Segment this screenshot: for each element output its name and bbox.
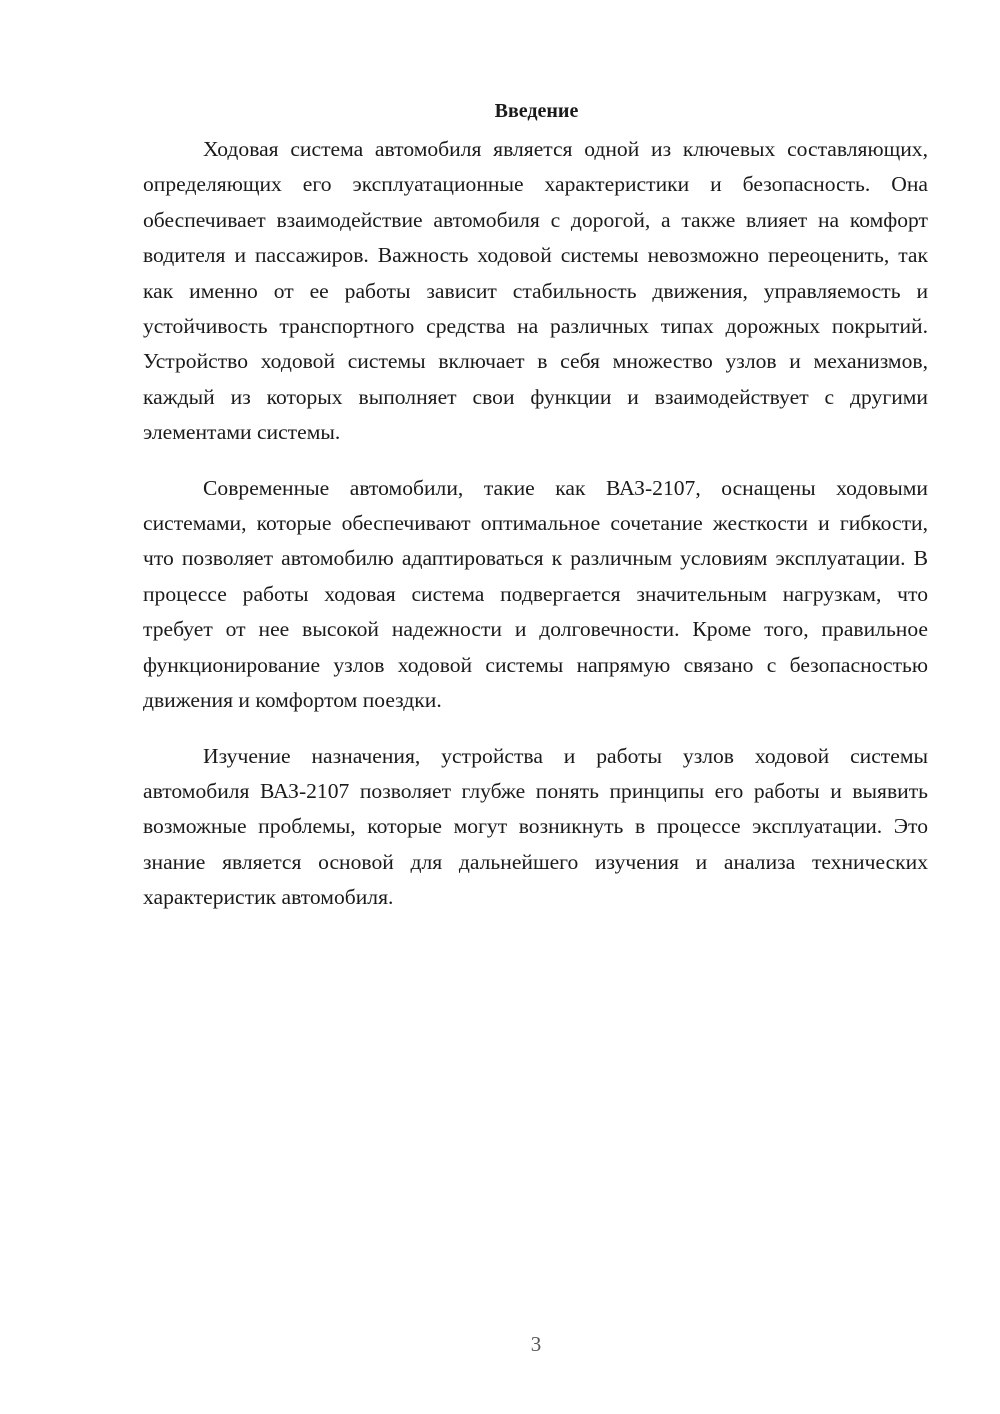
section-heading: Введение bbox=[494, 100, 579, 122]
page-number: 3 bbox=[530, 1332, 542, 1356]
paragraph-2: Современные автомобили, такие как ВАЗ-2107, оснащены ходовыми системами, которые обеспечивают оптимальное сочетание жесткости и гибкости, что позволяет автомобилю адаптироваться к различным условиям эксплуатации. В процессе работы ходовая система подвергается значительным нагрузкам, что требует от нее высокой надежности и долговечности. Кроме того, правильное функционирование узлов ходовой системы напрямую связано с безопасностью движения и комфортом поездки. bbox=[143, 475, 928, 713]
paragraph-1: Ходовая система автомобиля является одной из ключевых составляющих, определяющих его эксплуатационные характеристики и безопасность. Она обеспечивает взаимодействие автомобиля с дорогой, а также влияет на комфорт водителя и пассажиров. Важность ходовой системы невозможно переоценить, так как именно от ее работы зависит стабильность движения, управляемость и устойчивость транспортного средства на различных типах дорожных покрытий. Устройство ходовой системы включает в себя множество узлов и механизмов, каждый из которых выполняет свои функции и взаимодействует с другими элементами системы. bbox=[143, 137, 928, 445]
paragraph-3: Изучение назначения, устройства и работы узлов ходовой системы автомобиля ВАЗ-2107 позволяет глубже понять принципы его работы и выявить возможные проблемы, которые могут возникнуть в процессе эксплуатации. Это знание является основой для дальнейшего изучения и анализа технических характеристик автомобиля. bbox=[143, 743, 928, 910]
page-content bbox=[143, 94, 928, 916]
